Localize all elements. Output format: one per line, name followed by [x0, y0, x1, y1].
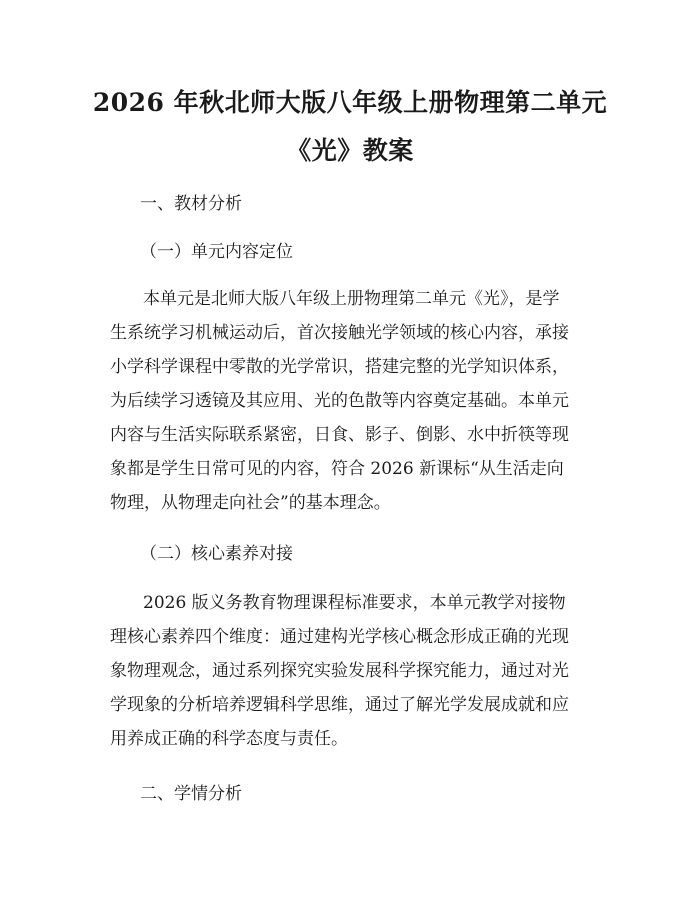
paragraph-line: 象物理观念，通过系列探究实验发展科学探究能力，通过对光 [110, 661, 569, 681]
paragraph-line: 用养成正确的科学态度与责任。 [110, 729, 348, 749]
paragraph-line: 生系统学习机械运动后，首次接触光学领域的核心内容，承接 [110, 323, 569, 343]
paragraph-line: 为后续学习透镜及其应用、光的色散等内容奠定基础。本单元 [110, 391, 569, 411]
paragraph-unit-positioning [110, 282, 600, 520]
document-title-line1: 2026 年秋北师大版八年级上册物理第二单元 [92, 88, 608, 117]
paragraph-line: 本单元是北师大版八年级上册物理第二单元《光》，是学 [143, 289, 560, 309]
document-title-line2: 《光》教案 [286, 136, 414, 165]
paragraph-line: 理核心素养四个维度：通过建构光学核心概念形成正确的光现 [110, 627, 569, 647]
section-heading-learner-analysis: 二、学情分析 [140, 784, 242, 804]
paragraph-line: 学现象的分析培养逻辑科学思维，通过了解光学发展成就和应 [110, 695, 569, 715]
section-heading-textbook-analysis: 一、教材分析 [140, 194, 242, 214]
paragraph-line: 象都是学生日常可见的内容，符合 2026 新课标“从生活走向 [110, 459, 564, 479]
subsection-heading-core-literacy: （二）核心素养对接 [140, 544, 293, 564]
paragraph-line: 2026 版义务教育物理课程标准要求，本单元教学对接物 [143, 593, 566, 613]
paragraph-line: 物理，从物理走向社会”的基本理念。 [110, 493, 391, 513]
paragraph-line: 小学科学课程中零散的光学常识，搭建完整的光学知识体系， [110, 357, 569, 377]
paragraph-line: 内容与生活实际联系紧密，日食、影子、倒影、水中折筷等现 [110, 425, 569, 445]
subsection-heading-unit-positioning: （一）单元内容定位 [140, 242, 293, 262]
paragraph-core-literacy [110, 586, 600, 756]
